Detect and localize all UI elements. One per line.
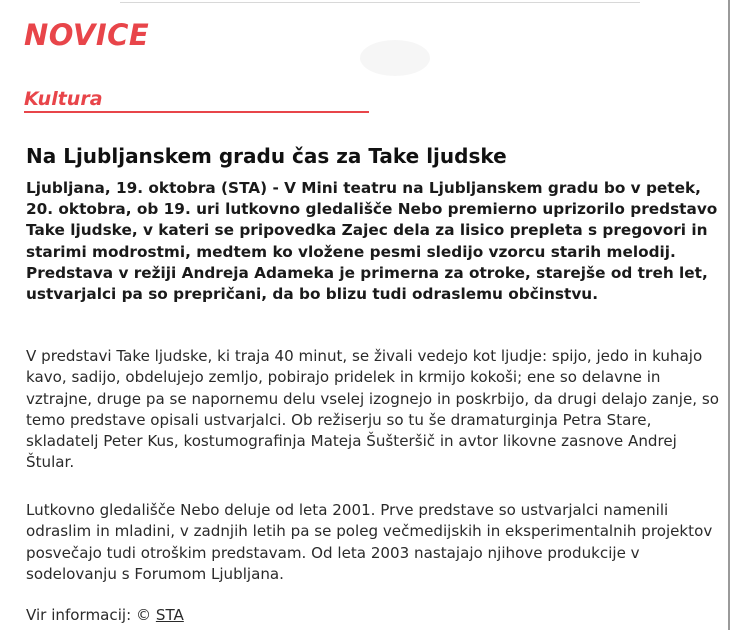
article-paragraph-2: Lutkovno gledališče Nebo deluje od leta 2001. Prve predstave so ustvarjalci namenili odraslim in mladini, v zadnjih letih pa se poleg večmedijskih in eksperimentalnih projektov posvečajo tudi otroškim predstavam. Od leta 2003 nastajajo njihove produkcije v sodelovanju s Forumom Ljubljana. xyxy=(26,501,713,583)
top-divider xyxy=(120,2,640,3)
category-label: Kultura xyxy=(24,88,103,110)
source-label: Vir informacij: © xyxy=(26,606,152,624)
source-line xyxy=(26,606,184,624)
category-underline xyxy=(24,111,369,113)
section-title: NOVICE xyxy=(24,18,150,52)
source-link[interactable]: STA xyxy=(155,606,184,624)
scan-artifact xyxy=(360,40,430,76)
article-paragraph-1: V predstavi Take ljudske, ki traja 40 minut, se živali vedejo kot ljudje: spijo, jedo in kuhajo kavo, sadijo, obdelujejo zemljo, pobirajo pridelek in krmijo kokoši; ene so delavne in vztrajne, druge pa se napornemu delu vselej izognejo in poskrbijo, da drugi delajo zanje, so temo predstave opisali ustvarjalci. Ob režiserju so tu še dramaturginja Petra Stare, skladatelj Peter Kus, kostumografinja Mateja Šušteršič in avtor likovne zasnove Andrej Štular. xyxy=(26,347,719,472)
article-lead: Ljubljana, 19. oktobra (STA) - V Mini teatru na Ljubljanskem gradu bo v petek, 20. oktobra, ob 19. uri lutkovno gledališče Nebo premierno uprizorilo predstavo Take ljudske, v kateri se pripovedka Zajec dela za lisico prepleta s pregovori in starimi modrostmi, medtem ko vložene pesmi sledijo vzorcu starih melodij. Predstava v režiji Andreja Adameka je primerna za otroke, starejše od treh let, ustvarjalci pa so prepričani, da bo blizu tudi odraslemu občinstvu. xyxy=(26,179,718,304)
article-headline: Na Ljubljanskem gradu čas za Take ljudske xyxy=(26,144,507,168)
